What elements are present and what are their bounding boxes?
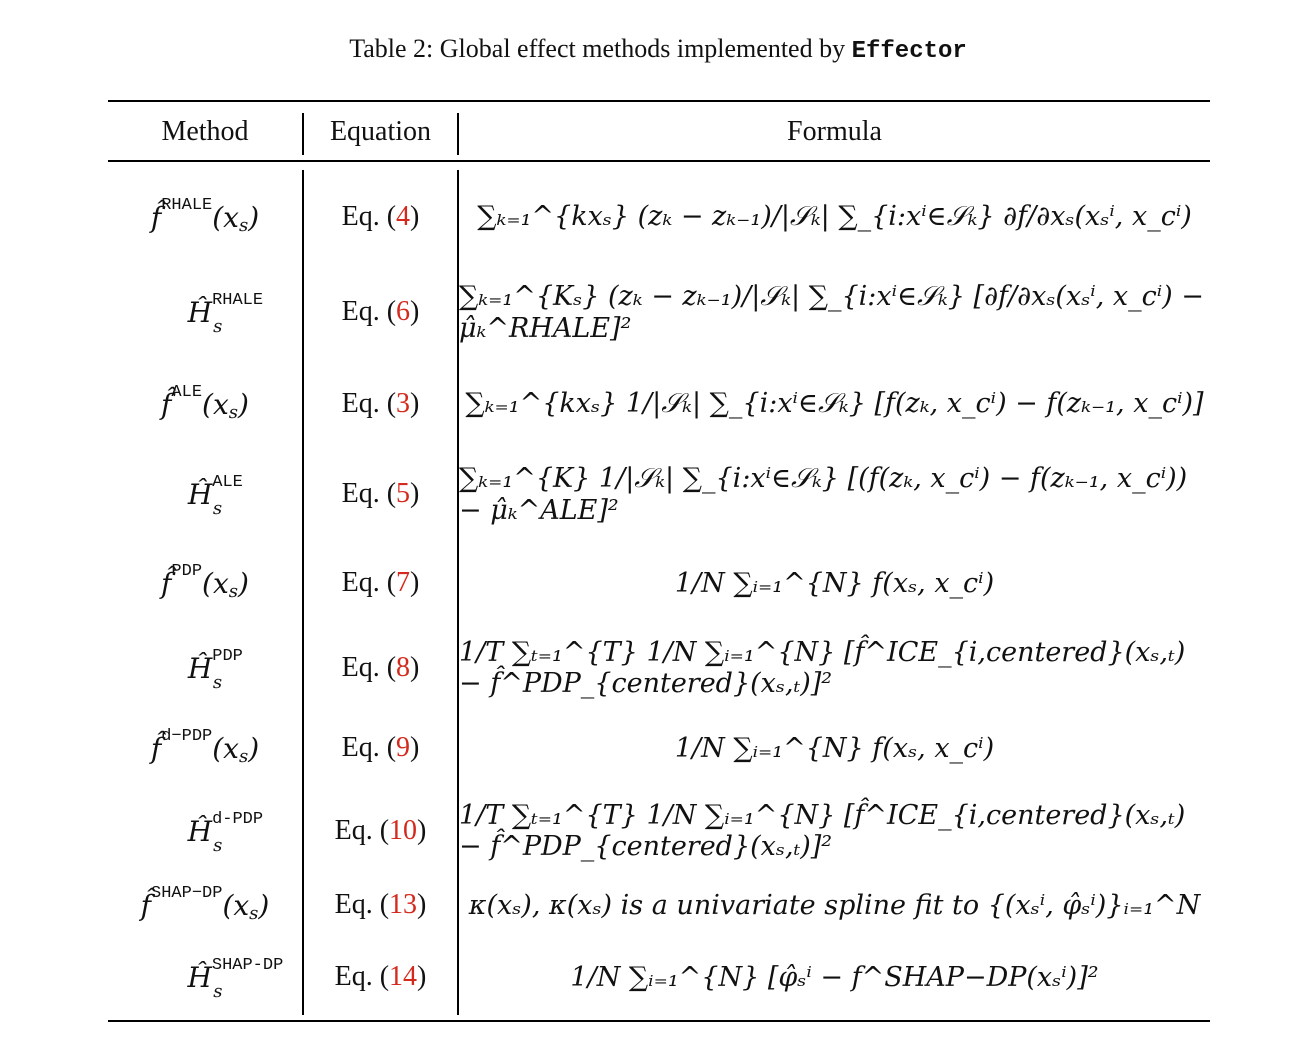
method-cell [108,790,302,872]
equation-prefix: Eq. ( [341,296,397,327]
equation-reference-link[interactable]: 14 [389,961,418,992]
method-arg: (x [212,731,239,765]
table-row [108,540,1210,626]
method-superscript: ALE [171,382,203,402]
equation-prefix: Eq. ( [341,567,397,598]
equation-prefix: Eq. ( [334,961,390,992]
table-row [108,872,1210,938]
equation-cell [304,360,457,448]
method-symbol: Ĥ [187,960,212,994]
equation-suffix: ) [410,732,420,763]
table-row [108,708,1210,788]
equation-reference-link[interactable]: 9 [396,732,411,763]
equation-cell [304,940,457,1014]
header-method: Method [161,116,249,147]
equation-suffix: ) [417,889,427,920]
method-superscript: d−PDP [161,726,213,746]
method-symbol: Ĥ [187,477,213,511]
bottom-rule [108,1020,1210,1022]
header-formula: Formula [787,116,882,147]
equation-prefix: Eq. ( [334,815,390,846]
formula-cell: 1/T ∑ₜ₌₁^{T} 1/N ∑ᵢ₌₁^{N} [f̂^ICE_{i,centered}(xₛ,ₜ) − f̂^PDP_{centered}(xₛ,ₜ)]² [459,637,1186,699]
table-row [108,940,1210,1014]
caption-prefix: Table 2: Global effect methods implemented by [349,34,852,63]
equation-reference-link[interactable]: 4 [396,201,411,232]
equation-suffix: ) [410,296,420,327]
equation-reference-link[interactable]: 8 [396,652,411,683]
equation-suffix: ) [410,201,420,232]
table-row [108,172,1210,262]
method-subscript: s [228,580,238,602]
method-cell [108,872,302,938]
equation-suffix: ) [410,652,420,683]
table-row [108,790,1210,872]
method-close: ) [248,731,260,765]
equation-reference-link[interactable]: 6 [396,296,411,327]
method-superscript: SHAP-DP [211,955,284,975]
equation-prefix: Eq. ( [341,478,397,509]
equation-suffix: ) [410,388,420,419]
method-subscript: s [249,902,259,924]
header-rule [108,160,1210,162]
method-subscript: s [238,745,249,767]
equation-suffix: ) [410,567,420,598]
method-subscript: s [238,214,249,236]
method-symbol: Ĥ [187,651,213,685]
method-superscript: RHALE [161,195,213,215]
formula-cell: ∑ₖ₌₁^{Kₛ} (zₖ − zₖ₋₁)/|𝒮ₖ| ∑_{i:xⁱ∈𝒮ₖ} [∂f/∂xₛ(xₛⁱ, x_cⁱ) − μ̂ₖ^RHALE]² [459,280,1204,344]
method-close: ) [238,387,249,421]
method-arg: (x [222,888,250,922]
formula-cell: κ(xₛ), κ(xₛ) is a univariate spline fit to {(xₛⁱ, φ̂ₛⁱ)}ᵢ₌₁^N [468,889,1201,921]
equation-suffix: ) [410,478,420,509]
method-subscript: s [228,401,238,423]
table-row [108,450,1210,538]
formula-cell: 1/T ∑ₜ₌₁^{T} 1/N ∑ᵢ₌₁^{N} [f̂^ICE_{i,centered}(xₛ,ₜ) − f̂^PDP_{centered}(xₛ,ₜ)]² [459,800,1186,862]
method-cell [108,266,302,358]
method-symbol: f̂ [140,888,152,922]
equation-cell [304,172,457,262]
method-cell [108,172,302,262]
header-equation: Equation [329,116,432,147]
method-symbol: f̂ [161,387,172,421]
equation-suffix: ) [417,961,427,992]
equation-cell [304,790,457,872]
equation-cell [304,266,457,358]
method-symbol: f̂ [150,731,162,765]
equation-prefix: Eq. ( [334,889,390,920]
method-arg: (x [212,200,239,234]
method-symbol: Ĥ [187,814,213,848]
method-close: ) [248,200,260,234]
table-row [108,628,1210,708]
equation-prefix: Eq. ( [341,652,397,683]
method-cell [108,708,302,788]
caption-package-name: Effector [851,38,967,65]
method-cell [108,450,302,538]
method-arg: (x [202,387,229,421]
equation-prefix: Eq. ( [341,201,397,232]
method-cell [108,360,302,448]
method-close: ) [258,888,270,922]
method-subscript: s [212,497,223,519]
top-rule [108,100,1210,102]
table-row [108,360,1210,448]
equation-suffix: ) [417,815,427,846]
method-subscript: s [212,671,223,693]
method-arg: (x [202,566,229,600]
equation-prefix: Eq. ( [341,388,397,419]
method-superscript: PDP [171,561,203,581]
formula-cell: ∑ₖ₌₁^{kxₛ} (zₖ − zₖ₋₁)/|𝒮ₖ| ∑_{i:xⁱ∈𝒮ₖ} ∂f/∂xₛ(xₛⁱ, x_cⁱ) [477,201,1192,232]
method-close: ) [238,566,249,600]
table-row [108,266,1210,358]
formula-cell: 1/N ∑ᵢ₌₁^{N} f(xₛ, x_cⁱ) [674,732,995,764]
equation-cell [304,450,457,538]
equation-reference-link[interactable]: 13 [389,889,418,920]
method-symbol: f̂ [150,200,162,234]
equation-prefix: Eq. ( [341,732,397,763]
method-symbol: f̂ [161,566,172,600]
equation-cell [304,872,457,938]
equation-reference-link[interactable]: 3 [396,388,411,419]
equation-cell [304,708,457,788]
method-superscript: ALE [212,472,243,492]
method-superscript: SHAP−DP [151,883,223,903]
method-cell [108,628,302,708]
equation-reference-link[interactable]: 7 [396,567,411,598]
equation-cell [304,540,457,626]
method-subscript: s [213,980,223,1002]
method-cell [108,940,302,1014]
formula-cell: 1/N ∑ᵢ₌₁^{N} f(xₛ, x_cⁱ) [674,567,995,599]
formula-cell: ∑ₖ₌₁^{kxₛ} 1/|𝒮ₖ| ∑_{i:xⁱ∈𝒮ₖ} [f(zₖ, x_cⁱ) − f(zₖ₋₁, x_cⁱ)] [465,388,1204,419]
method-superscript: d-PDP [212,809,264,829]
method-subscript: s [213,315,223,337]
method-superscript: RHALE [212,290,264,310]
method-cell [108,540,302,626]
equation-cell [304,628,457,708]
method-symbol: Ĥ [187,295,213,329]
table-caption [0,34,1316,65]
equation-reference-link[interactable]: 5 [396,478,411,509]
equation-reference-link[interactable]: 10 [389,815,418,846]
formula-cell: ∑ₖ₌₁^{K} 1/|𝒮ₖ| ∑_{i:xⁱ∈𝒮ₖ} [(f(zₖ, x_cⁱ) − f(zₖ₋₁, x_cⁱ)) − μ̂ₖ^ALE]² [459,462,1188,526]
formula-cell: 1/N ∑ᵢ₌₁^{N} [φ̂ₛⁱ − f^SHAP−DP(xₛⁱ)]² [570,961,1099,993]
method-superscript: PDP [212,646,243,666]
method-subscript: s [213,834,223,856]
